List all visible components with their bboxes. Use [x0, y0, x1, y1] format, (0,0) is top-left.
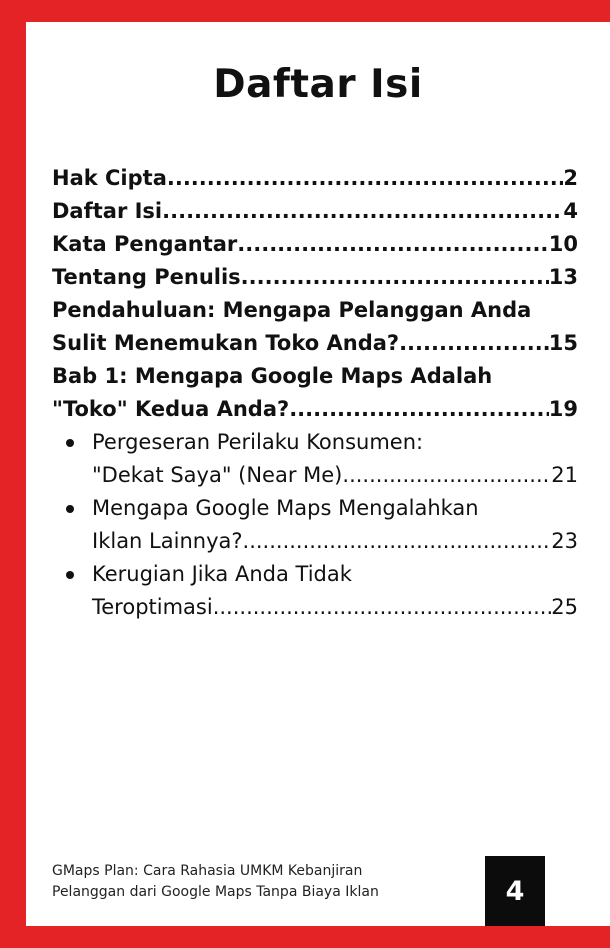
document-page: [26, 22, 610, 926]
footer-line-2: Pelanggan dari Google Maps Tanpa Biaya Iklan: [52, 884, 379, 900]
toc-entry-page: 2: [563, 166, 578, 190]
bullet-icon: [66, 571, 74, 579]
toc-entry-hak-cipta[interactable]: [52, 162, 578, 195]
toc-entry-tentang-penulis[interactable]: [52, 261, 578, 294]
page-number-badge: [485, 856, 545, 926]
toc-entry-page: 10: [548, 232, 578, 256]
toc-entry-label: Tentang Penulis: [52, 265, 241, 289]
toc-entry-daftar-isi[interactable]: [52, 195, 578, 228]
toc-leader-dots: [243, 525, 552, 558]
toc-leader-dots: [342, 459, 551, 492]
toc-entry-page: 19: [548, 397, 578, 421]
toc-entry-label: Hak Cipta: [52, 166, 167, 190]
toc-subentry-page: 25: [551, 595, 578, 619]
toc-entry-label-line: Pendahuluan: Mengapa Pelanggan Anda: [52, 298, 532, 322]
toc-subentry-label: Iklan Lainnya?: [92, 529, 243, 553]
toc-subentry-pergeseran[interactable]: [52, 426, 578, 492]
bullet-icon: [66, 439, 74, 447]
toc-subentry-label-line: Mengapa Google Maps Mengalahkan: [92, 496, 479, 520]
page-title: Daftar Isi: [213, 62, 423, 107]
toc-leader-dots: [241, 261, 549, 294]
toc-subentry-label: "Dekat Saya" (Near Me): [92, 463, 343, 487]
toc-leader-dots: [167, 162, 564, 195]
toc-entry-label: Kata Pengantar: [52, 232, 238, 256]
footer-line-1: GMaps Plan: Cara Rahasia UMKM Kebanjiran: [52, 863, 363, 879]
toc-subentry-label-line: Kerugian Jika Anda Tidak: [92, 562, 352, 586]
toc-entry-bab-1[interactable]: [52, 360, 578, 426]
page-number: 4: [505, 875, 525, 907]
toc-leader-dots: [237, 228, 548, 261]
toc-subentry-kerugian[interactable]: [52, 558, 578, 624]
toc-subentry-page: 21: [551, 463, 578, 487]
footer-book-title: [52, 861, 452, 903]
toc-leader-dots: [399, 327, 549, 360]
table-of-contents: [52, 162, 578, 624]
toc-entry-label: "Toko" Kedua Anda?: [52, 397, 290, 421]
toc-leader-dots: [162, 195, 563, 228]
toc-entry-page: 15: [548, 331, 578, 355]
toc-entry-label: Daftar Isi: [52, 199, 163, 223]
toc-entry-label-line: Bab 1: Mengapa Google Maps Adalah: [52, 364, 493, 388]
toc-subentry-page: 23: [551, 529, 578, 553]
toc-entry-page: 4: [563, 199, 578, 223]
toc-entry-label: Sulit Menemukan Toko Anda?: [52, 331, 400, 355]
toc-entry-page: 13: [548, 265, 578, 289]
toc-subentry-label: Teroptimasi: [92, 595, 213, 619]
toc-subentry-mengapa[interactable]: [52, 492, 578, 558]
toc-leader-dots: [213, 591, 552, 624]
bullet-icon: [66, 505, 74, 513]
toc-entry-kata-pengantar[interactable]: [52, 228, 578, 261]
toc-entry-pendahuluan[interactable]: [52, 294, 578, 360]
toc-leader-dots: [289, 393, 549, 426]
toc-subentry-label-line: Pergeseran Perilaku Konsumen:: [92, 430, 424, 454]
